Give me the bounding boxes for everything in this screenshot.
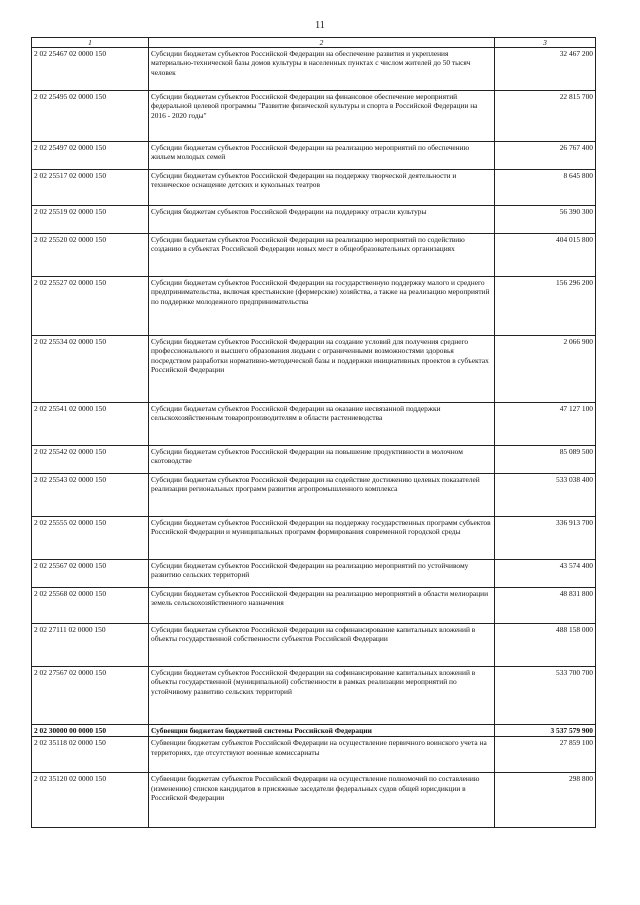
table-row: [32, 142, 596, 170]
row-description-cell: Субсидии бюджетам субъектов Российской Федерации на оказание несвязанной поддержки сельскохозяйственным товаропроизводителям в области растениеводства: [149, 403, 495, 446]
table-row: [32, 206, 596, 234]
table-row: [32, 403, 596, 446]
row-description-cell: Субсидии бюджетам субъектов Российской Федерации на софинансирование капитальных вложений в объекты государственной собственности субъектов Российской Федерации: [149, 624, 495, 667]
row-amount-cell: 85 089 500: [495, 446, 596, 474]
table-row: [32, 773, 596, 828]
row-amount-cell: 404 015 800: [495, 234, 596, 277]
row-amount-cell: 48 831 800: [495, 588, 596, 624]
row-description-cell: Субсидии бюджетам субъектов Российской Федерации на реализацию мероприятий по устойчивому развитию сельских территорий: [149, 560, 495, 588]
row-code-cell: 2 02 25542 02 0000 150: [32, 446, 149, 474]
table-row: [32, 517, 596, 560]
row-code-cell: 2 02 35120 02 0000 150: [32, 773, 149, 828]
row-description-cell: Субсидии бюджетам субъектов Российской Федерации на софинансирование капитальных вложений в объекты государственной (муниципальной) собственности в рамках реализации мероприятий по устойчивому развитию сельских территорий: [149, 667, 495, 725]
table-row: [32, 446, 596, 474]
row-description-cell: Субвенции бюджетам субъектов Российской Федерации на осуществление первичного воинского учета на территориях, где отсутствуют военные комиссариаты: [149, 737, 495, 773]
row-description-cell: Субсидия бюджетам субъектов Российской Федерации на поддержку отрасли культуры: [149, 206, 495, 234]
table-row: [32, 725, 596, 737]
table-row: [32, 624, 596, 667]
row-description-cell: Субсидии бюджетам субъектов Российской Федерации на содействие достижению целевых показателей реализации региональных программ развития агропромышленного комплекса: [149, 474, 495, 517]
row-amount-cell: 3 537 579 900: [495, 725, 596, 737]
row-amount-cell: 533 038 400: [495, 474, 596, 517]
table-row: [32, 737, 596, 773]
row-code-cell: 2 02 25543 02 0000 150: [32, 474, 149, 517]
row-code-cell: 2 02 27111 02 0000 150: [32, 624, 149, 667]
row-description-cell: Субсидии бюджетам субъектов Российской Федерации на реализацию мероприятий в области мелиорации земель сельскохозяйственного назначения: [149, 588, 495, 624]
row-code-cell: 2 02 25467 02 0000 150: [32, 48, 149, 91]
row-amount-cell: 43 574 400: [495, 560, 596, 588]
table-row: [32, 560, 596, 588]
row-code-cell: 2 02 27567 02 0000 150: [32, 667, 149, 725]
row-description-cell: Субвенции бюджетам бюджетной системы Российской Федерации: [149, 725, 495, 737]
table-row: [32, 277, 596, 336]
row-amount-cell: 533 700 700: [495, 667, 596, 725]
row-description-cell: Субсидии бюджетам субъектов Российской Федерации на реализацию мероприятий по обеспечению жильем молодых семей: [149, 142, 495, 170]
row-amount-cell: 47 127 100: [495, 403, 596, 446]
row-amount-cell: 22 815 700: [495, 91, 596, 142]
table-row: [32, 170, 596, 206]
table-row: [32, 234, 596, 277]
row-description-cell: Субсидии бюджетам субъектов Российской Федерации на создание условий для получения среднего профессионального и высшего образования людьми с ограниченными возможностями здоровья посредством разработки нормативно-методической базы и поддержки инициативных проектов в субъектах Российской Федерации: [149, 336, 495, 403]
row-code-cell: 2 02 25541 02 0000 150: [32, 403, 149, 446]
row-description-cell: Субсидии бюджетам субъектов Российской Федерации на обеспечение развития и укрепления материально-технической базы домов культуры в населенных пунктах с числом жителей до 50 тысяч человек: [149, 48, 495, 91]
row-code-cell: 2 02 30000 00 0000 150: [32, 725, 149, 737]
row-description-cell: Субсидии бюджетам субъектов Российской Федерации на государственную поддержку малого и среднего предпринимательства, включая крестьянские (фермерские) хозяйства, а также на реализацию мероприятий по поддержке молодежного предпринимательства: [149, 277, 495, 336]
row-description-cell: Субвенции бюджетам субъектов Российской Федерации на осуществление полномочий по составлению (изменению) списков кандидатов в присяжные заседатели федеральных судов общей юрисдикции в Российской Федерации: [149, 773, 495, 828]
row-amount-cell: 56 390 300: [495, 206, 596, 234]
row-amount-cell: 26 767 400: [495, 142, 596, 170]
row-code-cell: 2 02 25517 02 0000 150: [32, 170, 149, 206]
column-header-code: 1: [32, 38, 149, 48]
table-header-row: [32, 38, 596, 48]
row-amount-cell: 488 158 000: [495, 624, 596, 667]
row-amount-cell: 27 859 100: [495, 737, 596, 773]
row-amount-cell: 336 913 700: [495, 517, 596, 560]
row-code-cell: 2 02 35118 02 0000 150: [32, 737, 149, 773]
revenue-table: [31, 37, 596, 828]
row-code-cell: 2 02 25567 02 0000 150: [32, 560, 149, 588]
row-code-cell: 2 02 25568 02 0000 150: [32, 588, 149, 624]
table-row: [32, 336, 596, 403]
row-description-cell: Субсидии бюджетам субъектов Российской Федерации на повышение продуктивности в молочном скотоводстве: [149, 446, 495, 474]
table-row: [32, 91, 596, 142]
row-code-cell: 2 02 25520 02 0000 150: [32, 234, 149, 277]
row-code-cell: 2 02 25555 02 0000 150: [32, 517, 149, 560]
table-row: [32, 588, 596, 624]
column-header-amount: 3: [495, 38, 596, 48]
row-code-cell: 2 02 25497 02 0000 150: [32, 142, 149, 170]
table-row: [32, 48, 596, 91]
row-code-cell: 2 02 25519 02 0000 150: [32, 206, 149, 234]
row-amount-cell: 298 800: [495, 773, 596, 828]
table-row: [32, 667, 596, 725]
row-code-cell: 2 02 25495 02 0000 150: [32, 91, 149, 142]
row-code-cell: 2 02 25534 02 0000 150: [32, 336, 149, 403]
row-amount-cell: 8 645 800: [495, 170, 596, 206]
row-amount-cell: 32 467 200: [495, 48, 596, 91]
row-description-cell: Субсидии бюджетам субъектов Российской Федерации на поддержку творческой деятельности и техническое оснащение детских и кукольных театров: [149, 170, 495, 206]
row-description-cell: Субсидии бюджетам субъектов Российской Федерации на поддержку государственных программ субъектов Российской Федерации и муниципальных программ формирования современной городской среды: [149, 517, 495, 560]
table-row: [32, 474, 596, 517]
row-amount-cell: 2 066 900: [495, 336, 596, 403]
row-description-cell: Субсидии бюджетам субъектов Российской Федерации на реализацию мероприятий по содействию созданию в субъектах Российской Федерации новых мест в общеобразовательных организациях: [149, 234, 495, 277]
page-number: 11: [315, 20, 325, 31]
row-code-cell: 2 02 25527 02 0000 150: [32, 277, 149, 336]
row-amount-cell: 156 296 200: [495, 277, 596, 336]
column-header-description: 2: [149, 38, 495, 48]
row-description-cell: Субсидии бюджетам субъектов Российской Федерации на финансовое обеспечение мероприятий федеральной целевой программы "Развитие физической культуры и спорта в Российской Федерации на 2016 - 2020 годы": [149, 91, 495, 142]
